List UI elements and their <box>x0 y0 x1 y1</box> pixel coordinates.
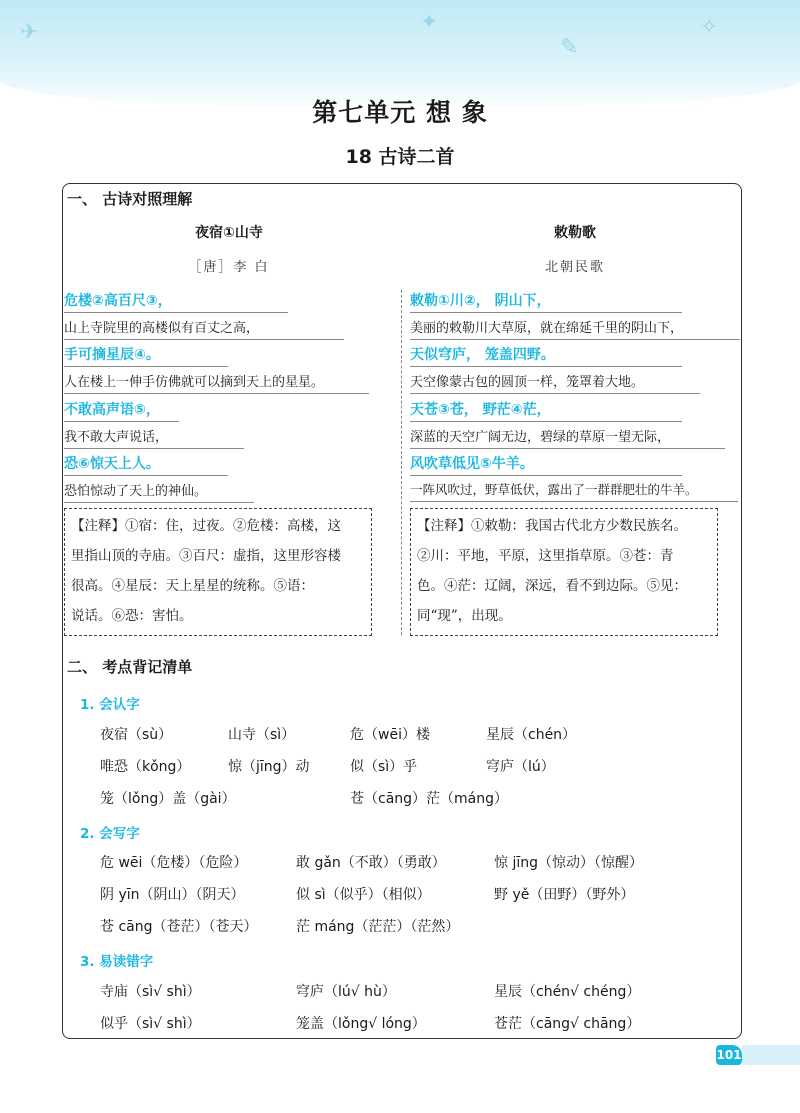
star-icon: ✦ <box>420 10 439 35</box>
vocab-item: 敢 gǎn（不敢）（勇敢） <box>296 855 446 871</box>
vocab-item: 穹庐（lú√ hù） <box>296 984 396 1000</box>
note-line: 【注释】①敕勒：我国古代北方少数民族名。 <box>417 518 687 534</box>
poem-line <box>64 399 244 449</box>
poem-translation: 美丽的敕勒川大草原，就在绵延千里的阴山下， <box>410 313 740 340</box>
poem-translation: 天空像蒙古包的圆顶一样，笼罩着大地。 <box>410 367 700 394</box>
poem-line <box>64 290 288 340</box>
poem-original: 天似穹庐， 笼盖四野。 <box>410 344 682 367</box>
vocab-item: 夜宿（sù） <box>100 727 173 743</box>
vocab-item: 苍茫（cāng√ chāng） <box>494 1016 641 1032</box>
sparkle-icon: ✧ <box>700 15 719 40</box>
pencil-icon: ✎ <box>560 35 579 60</box>
column-divider <box>401 290 402 635</box>
vocab-item: 似（sì）乎 <box>350 759 418 775</box>
poem-author: 北朝民歌 <box>544 260 605 275</box>
vocab-item: 苍（cāng）茫（máng） <box>350 791 509 807</box>
poem-translation: 深蓝的天空广阔无边，碧绿的草原一望无际， <box>410 422 725 449</box>
poem-line <box>64 344 369 394</box>
vocab-item: 山寺（sì） <box>228 727 296 743</box>
poem-line <box>410 290 740 340</box>
poem-original: 天苍③苍， 野茫④茫， <box>410 399 682 422</box>
vocab-item: 寺庙（sì√ shì） <box>100 984 201 1000</box>
subsection-title: 1. 会认字 <box>80 697 140 713</box>
poem-translation: 一阵风吹过，野草低伏，露出了一群群肥壮的牛羊。 <box>410 476 738 502</box>
section-title: 一、 古诗对照理解 <box>67 190 193 208</box>
poem-original: 手可摘星辰④。 <box>64 344 228 367</box>
unit-title: 第七单元 想 象 <box>312 98 488 127</box>
poem-header <box>410 222 740 275</box>
vocab-item: 星辰（chén√ chéng） <box>494 984 641 1000</box>
poem-notes <box>64 508 372 636</box>
poem-line <box>410 453 738 502</box>
vocab-item: 危 wēi（危楼）（危险） <box>100 855 248 871</box>
poem-title: 敕勒歌 <box>554 225 596 241</box>
vocab-item: 唯恐（kǒng） <box>100 759 191 775</box>
vocab-item: 惊（jīng）动 <box>228 759 310 775</box>
poem-author: ［唐］李 白 <box>188 260 270 275</box>
note-line: 【注释】①宿：住，过夜。②危楼：高楼，这 <box>71 518 341 534</box>
vocab-item: 似 sì（似乎）（相似） <box>296 887 431 903</box>
vocab-item: 笼盖（lǒng√ lóng） <box>296 1016 426 1032</box>
subsection-title: 2. 会写字 <box>80 826 140 842</box>
note-line: 很高。④星辰：天上星星的统称。⑤语： <box>71 578 314 594</box>
poem-original: 恐⑥惊天上人。 <box>64 453 228 476</box>
page-number: 101 <box>716 1045 742 1065</box>
poem-original: 危楼②高百尺③， <box>64 290 288 313</box>
vocab-item: 似乎（sì√ shì） <box>100 1016 201 1032</box>
poem-translation: 我不敢大声说话， <box>64 422 244 449</box>
vocab-item: 茫 máng（茫茫）（茫然） <box>296 919 460 935</box>
poem-title: 夜宿①山寺 <box>195 225 263 241</box>
vocab-item: 阴 yīn（阴山）（阴天） <box>100 887 245 903</box>
note-line: 同“现”，出现。 <box>417 608 512 624</box>
poem-original: 风吹草低见⑤牛羊。 <box>410 453 682 476</box>
vocab-item: 穹庐（lú） <box>486 759 555 775</box>
vocab-item: 星辰（chén） <box>486 727 577 743</box>
poem-translation: 恐怕惊动了天上的神仙。 <box>64 476 254 503</box>
vocab-item: 野 yě（田野）（野外） <box>494 887 635 903</box>
paper-plane-icon: ✈ <box>20 20 39 45</box>
note-line: 色。④茫：辽阔，深远，看不到边际。⑤见： <box>417 578 687 594</box>
poem-original: 敕勒①川②， 阴山下， <box>410 290 682 313</box>
poem-translation: 人在楼上一伸手仿佛就可以摘到天上的星星。 <box>64 367 369 394</box>
poem-translation: 山上寺院里的高楼似有百丈之高， <box>64 313 344 340</box>
section-title: 二、 考点背记清单 <box>67 658 193 676</box>
note-line: 里指山顶的寺庙。③百尺：虚指，这里形容楼 <box>71 548 341 564</box>
poem-line <box>64 453 254 503</box>
note-line: 说话。⑥恐：害怕。 <box>71 608 193 624</box>
poem-line <box>410 399 725 449</box>
vocab-item: 苍 cāng（苍茫）（苍天） <box>100 919 258 935</box>
poem-line <box>410 344 700 394</box>
vocab-item: 笼（lǒng）盖（gài） <box>100 791 236 807</box>
poem-original: 不敢高声语⑤， <box>64 399 179 422</box>
vocab-item: 危（wēi）楼 <box>350 727 430 743</box>
poem-header <box>64 222 394 275</box>
subsection-title: 3. 易读错字 <box>80 954 154 970</box>
poem-notes <box>410 508 718 636</box>
vocab-item: 惊 jīng（惊动）（惊醒） <box>494 855 643 871</box>
page-strip <box>742 1045 800 1065</box>
note-line: ②川：平地，平原，这里指草原。③苍：青 <box>417 548 674 564</box>
lesson-title: 18 古诗二首 <box>345 146 455 168</box>
